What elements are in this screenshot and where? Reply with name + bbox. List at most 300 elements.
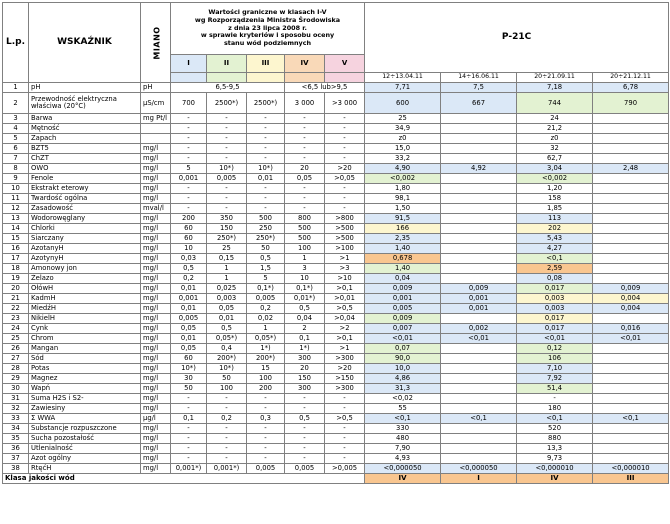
limit-value: - (207, 184, 247, 194)
limit-range-I-III: 6,5-9,5 (171, 83, 285, 93)
result-value (441, 114, 517, 124)
result-value: 90,0 (365, 354, 441, 364)
limit-value: 15 (247, 364, 285, 374)
row-number: 29 (3, 374, 29, 384)
limit-value: 0,025 (207, 284, 247, 294)
limit-value: - (207, 144, 247, 154)
result-value (441, 184, 517, 194)
indicator-name: OWO (29, 164, 141, 174)
result-value: 0,001 (365, 294, 441, 304)
result-value: 480 (365, 434, 441, 444)
limit-value: 250 (247, 224, 285, 234)
title-line-3: z dnia 23 lipca 2008 r. (228, 23, 307, 32)
data-row (3, 354, 669, 364)
indicator-unit: mg/l (141, 424, 171, 434)
indicator-name: Zapach (29, 134, 141, 144)
data-row (3, 254, 669, 264)
row-number: 27 (3, 354, 29, 364)
limit-value: >0,01 (325, 294, 365, 304)
limit-value: 2500*) (207, 93, 247, 114)
indicator-name: Magnez (29, 374, 141, 384)
limit-value: 60 (171, 234, 207, 244)
indicator-unit: mg/l (141, 374, 171, 384)
limit-value: - (285, 154, 325, 164)
row-number: 7 (3, 154, 29, 164)
data-row (3, 224, 669, 234)
limit-value: 0,01 (207, 314, 247, 324)
result-value (593, 174, 669, 184)
data-row (3, 444, 669, 454)
class-I-strip (171, 73, 207, 83)
indicator-unit: mg/l (141, 434, 171, 444)
indicator-name: NikielH (29, 314, 141, 324)
limit-value: 10*) (247, 164, 285, 174)
limit-value: - (285, 444, 325, 454)
limit-value: 0,3 (247, 414, 285, 424)
result-value (593, 444, 669, 454)
result-value (441, 224, 517, 234)
quality-table-sheet (2, 2, 668, 484)
indicator-unit: pH (141, 83, 171, 93)
result-value: <0,002 (365, 174, 441, 184)
indicator-unit: mg/l (141, 464, 171, 474)
data-row (3, 394, 669, 404)
result-value (593, 364, 669, 374)
result-value: <0,000010 (517, 464, 593, 474)
result-value (441, 424, 517, 434)
result-value: 3,04 (517, 164, 593, 174)
limit-value: 0,001 (171, 294, 207, 304)
limit-value: >500 (325, 234, 365, 244)
limit-value: - (247, 404, 285, 414)
limit-value: 10 (171, 244, 207, 254)
limit-value: 0,01*) (285, 294, 325, 304)
data-row (3, 93, 669, 114)
limit-value: - (247, 204, 285, 214)
indicator-name: Suma H2S i S2- (29, 394, 141, 404)
data-row (3, 244, 669, 254)
limit-value: - (325, 404, 365, 414)
limit-value: - (325, 204, 365, 214)
result-value (441, 174, 517, 184)
limit-value: 0,5 (207, 324, 247, 334)
result-value (593, 194, 669, 204)
lp-header: L.p. (3, 3, 29, 83)
result-value (593, 344, 669, 354)
limit-value: 0,02 (247, 314, 285, 324)
quality-class-value: IV (517, 474, 593, 484)
result-value (593, 154, 669, 164)
limit-value: - (247, 444, 285, 454)
data-row (3, 184, 669, 194)
limit-value: >3 000 (325, 93, 365, 114)
limit-value: 100 (247, 374, 285, 384)
limit-value: >800 (325, 214, 365, 224)
limit-value: - (285, 184, 325, 194)
title-line-5: stanu wód podziemnych (223, 39, 312, 48)
result-value: 520 (517, 424, 593, 434)
result-value: 0,004 (593, 294, 669, 304)
result-value (441, 454, 517, 464)
limit-values-title (171, 3, 365, 55)
result-value: 9,73 (517, 454, 593, 464)
result-value (441, 384, 517, 394)
limit-value: 60 (171, 224, 207, 234)
result-value: 744 (517, 93, 593, 114)
result-value: 0,016 (593, 324, 669, 334)
result-value: 4,92 (441, 164, 517, 174)
limit-value: 0,005 (285, 464, 325, 474)
result-value: 113 (517, 214, 593, 224)
limit-value: - (247, 394, 285, 404)
result-value: 330 (365, 424, 441, 434)
row-number: 28 (3, 364, 29, 374)
result-value (593, 144, 669, 154)
limit-value: 0,05*) (207, 334, 247, 344)
data-row (3, 204, 669, 214)
limit-value: 60 (171, 354, 207, 364)
result-value: 166 (365, 224, 441, 234)
limit-value: 0,005 (171, 314, 207, 324)
indicator-unit: mg/l (141, 184, 171, 194)
limit-value: - (285, 434, 325, 444)
unit-header-text: MIANO (152, 25, 162, 60)
result-value: 790 (593, 93, 669, 114)
result-value: 7,71 (365, 83, 441, 93)
row-number: 38 (3, 464, 29, 474)
limit-value: 250*) (247, 234, 285, 244)
result-value: 1,40 (365, 244, 441, 254)
limit-value: - (247, 454, 285, 464)
data-row (3, 334, 669, 344)
limit-value: 0,5 (285, 304, 325, 314)
title-line-1: Wartości graniczne w klasach I-V (208, 8, 327, 17)
indicator-unit: mg/l (141, 264, 171, 274)
limit-value: 3 000 (285, 93, 325, 114)
result-value (441, 274, 517, 284)
unit-header (141, 3, 171, 83)
indicator-name: Zawiesiny (29, 404, 141, 414)
limit-value: - (207, 394, 247, 404)
result-value (441, 374, 517, 384)
result-value: 600 (365, 93, 441, 114)
indicator-name: OłówH (29, 284, 141, 294)
limit-value: - (207, 454, 247, 464)
header-row-1 (3, 3, 669, 55)
limit-value: - (171, 424, 207, 434)
result-value (593, 434, 669, 444)
result-value (441, 254, 517, 264)
result-value: 0,002 (441, 324, 517, 334)
result-value: 0,009 (593, 284, 669, 294)
indicator-unit: mg/l (141, 384, 171, 394)
class-III-strip (247, 73, 285, 83)
indicator-name: Chrom (29, 334, 141, 344)
limit-value: 3 (285, 264, 325, 274)
indicator-name: AzotanyH (29, 244, 141, 254)
limit-value: >1 (325, 344, 365, 354)
limit-value: 500 (285, 234, 325, 244)
limit-value: - (247, 144, 285, 154)
limit-value: - (207, 434, 247, 444)
result-value (441, 214, 517, 224)
indicator-name: ChZT (29, 154, 141, 164)
limit-value: 25 (207, 244, 247, 254)
indicator-unit: mg/l (141, 364, 171, 374)
limit-value: 300 (285, 384, 325, 394)
limit-value: - (247, 114, 285, 124)
indicator-name: AzotynyH (29, 254, 141, 264)
limit-value: - (171, 204, 207, 214)
result-value: <0,1 (365, 414, 441, 424)
result-value: 0,08 (517, 274, 593, 284)
limit-value: - (285, 404, 325, 414)
limit-value: 700 (171, 93, 207, 114)
data-row (3, 274, 669, 284)
result-value: 24 (517, 114, 593, 124)
limit-value: - (325, 124, 365, 134)
data-row (3, 164, 669, 174)
result-value: <0,01 (517, 334, 593, 344)
result-value: 25 (365, 114, 441, 124)
limit-value: - (207, 154, 247, 164)
row-number: 33 (3, 414, 29, 424)
class-IV-header: IV (285, 55, 325, 73)
result-value (593, 244, 669, 254)
limit-value: 100 (207, 384, 247, 394)
result-value: <0,1 (517, 414, 593, 424)
limit-value: 0,4 (207, 344, 247, 354)
limit-value: - (325, 394, 365, 404)
limit-range-IV-V: <6,5 lub>9,5 (285, 83, 365, 93)
result-value (593, 114, 669, 124)
class-II-header: II (207, 55, 247, 73)
indicator-name: Utlenialność (29, 444, 141, 454)
result-value: <0,01 (593, 334, 669, 344)
result-value (593, 404, 669, 414)
row-number: 19 (3, 274, 29, 284)
limit-value: 1*) (247, 344, 285, 354)
data-row (3, 454, 669, 464)
row-number: 18 (3, 264, 29, 274)
limit-value: 0,001*) (207, 464, 247, 474)
limit-value: 0,2 (171, 274, 207, 284)
data-row (3, 294, 669, 304)
limit-value: 0,15 (207, 254, 247, 264)
limit-value: - (285, 194, 325, 204)
limit-value: 20 (285, 364, 325, 374)
result-value: <0,1 (441, 414, 517, 424)
result-value: z0 (365, 134, 441, 144)
result-value: 2,48 (593, 164, 669, 174)
limit-value: 1*) (285, 344, 325, 354)
result-value: <0,000050 (365, 464, 441, 474)
indicator-name: Barwa (29, 114, 141, 124)
result-value: <0,1 (593, 414, 669, 424)
indicator-unit: mg/l (141, 244, 171, 254)
result-value (593, 204, 669, 214)
result-value (593, 274, 669, 284)
result-value: 13,3 (517, 444, 593, 454)
result-value: 2,59 (517, 264, 593, 274)
limit-value: 0,001 (171, 174, 207, 184)
limit-value: - (285, 144, 325, 154)
row-number: 5 (3, 134, 29, 144)
limit-value: 0,01 (171, 304, 207, 314)
result-value (441, 204, 517, 214)
limit-value: - (207, 114, 247, 124)
result-value (593, 424, 669, 434)
limit-value: 0,1 (171, 414, 207, 424)
indicator-unit: mg/l (141, 274, 171, 284)
indicator-name: Przewodność elektryczna właściwa (20°C) (29, 93, 141, 114)
indicator-unit: mg Pt/l (141, 114, 171, 124)
row-number: 11 (3, 194, 29, 204)
quality-class-value: III (593, 474, 669, 484)
limit-value: 200*) (247, 354, 285, 364)
limit-value: 1 (207, 264, 247, 274)
data-row (3, 344, 669, 354)
result-value: 880 (517, 434, 593, 444)
limit-value: 5 (171, 164, 207, 174)
result-value (593, 394, 669, 404)
row-number: 17 (3, 254, 29, 264)
result-value (593, 234, 669, 244)
limit-value: 500 (247, 214, 285, 224)
row-number: 35 (3, 434, 29, 444)
limit-value: - (171, 124, 207, 134)
indicator-unit: mg/l (141, 304, 171, 314)
indicator-unit: mg/l (141, 394, 171, 404)
result-value: 202 (517, 224, 593, 234)
limit-value: >0,5 (325, 304, 365, 314)
row-number: 24 (3, 324, 29, 334)
result-value: 4,93 (365, 454, 441, 464)
indicator-name: Wodorowęglany (29, 214, 141, 224)
limit-value: 0,1*) (285, 284, 325, 294)
row-number: 14 (3, 224, 29, 234)
limit-value: - (207, 194, 247, 204)
result-value (441, 154, 517, 164)
row-number: 16 (3, 244, 29, 254)
limit-value: 350 (207, 214, 247, 224)
date-2: 14÷16.06.11 (441, 73, 517, 83)
data-row (3, 434, 669, 444)
indicator-name: pH (29, 83, 141, 93)
indicator-name: Σ WWA (29, 414, 141, 424)
result-value (441, 364, 517, 374)
indicator-name: Sucha pozostałość (29, 434, 141, 444)
result-value (441, 194, 517, 204)
result-value (441, 244, 517, 254)
result-value: 0,003 (517, 304, 593, 314)
indicator-unit: mg/l (141, 224, 171, 234)
date-4: 20÷21.12.11 (593, 73, 669, 83)
limit-value: 0,003 (207, 294, 247, 304)
result-value: 0,017 (517, 314, 593, 324)
row-number: 1 (3, 83, 29, 93)
indicator-unit: µg/l (141, 414, 171, 424)
quality-class-value: IV (365, 474, 441, 484)
limit-value: >1 (325, 254, 365, 264)
limit-value: 0,5 (285, 414, 325, 424)
result-value: 0,001 (441, 294, 517, 304)
limit-value: 0,05 (171, 344, 207, 354)
result-value: 4,27 (517, 244, 593, 254)
row-number: 34 (3, 424, 29, 434)
quality-class-label: Klasa jakości wód (3, 474, 365, 484)
result-value: 15,0 (365, 144, 441, 154)
data-row (3, 324, 669, 334)
limit-value: 0,03 (171, 254, 207, 264)
limit-value: 50 (247, 244, 285, 254)
limit-value: >0,05 (325, 174, 365, 184)
limit-value: - (207, 424, 247, 434)
result-value: 7,18 (517, 83, 593, 93)
result-value: 0,001 (441, 304, 517, 314)
data-row (3, 384, 669, 394)
indicator-unit: mg/l (141, 454, 171, 464)
result-value (441, 234, 517, 244)
limit-value: 0,2 (247, 304, 285, 314)
limit-value: - (285, 134, 325, 144)
indicator-unit: mg/l (141, 444, 171, 454)
limit-value: >150 (325, 374, 365, 384)
indicator-name: Zasadowość (29, 204, 141, 214)
limit-value: 0,5 (247, 254, 285, 264)
result-value: 0,678 (365, 254, 441, 264)
water-quality-table (2, 2, 669, 484)
result-value (441, 404, 517, 414)
row-number: 36 (3, 444, 29, 454)
result-value: 2,35 (365, 234, 441, 244)
result-value: <0,01 (441, 334, 517, 344)
result-value (441, 434, 517, 444)
limit-value: - (247, 124, 285, 134)
indicator-unit: mval/l (141, 204, 171, 214)
limit-value: >0,005 (325, 464, 365, 474)
row-number: 12 (3, 204, 29, 214)
limit-value: 0,005 (247, 464, 285, 474)
data-row (3, 364, 669, 374)
row-number: 4 (3, 124, 29, 134)
result-value (593, 124, 669, 134)
row-number: 13 (3, 214, 29, 224)
limit-value: >0,1 (325, 284, 365, 294)
result-value: 0,12 (517, 344, 593, 354)
result-value (441, 134, 517, 144)
indicator-unit: µS/cm (141, 93, 171, 114)
limit-value: 0,001*) (171, 464, 207, 474)
result-value (441, 264, 517, 274)
indicator-unit: mg/l (141, 284, 171, 294)
result-value (593, 264, 669, 274)
result-value: 5,43 (517, 234, 593, 244)
limit-value: 0,05*) (247, 334, 285, 344)
result-value (593, 214, 669, 224)
limit-value: 0,005 (247, 294, 285, 304)
date-3: 20÷21.09.11 (517, 73, 593, 83)
result-value: 31,3 (365, 384, 441, 394)
limit-value: 0,2 (207, 414, 247, 424)
class-III-header: III (247, 55, 285, 73)
limit-value: - (285, 394, 325, 404)
limit-value: - (171, 144, 207, 154)
result-value: 1,50 (365, 204, 441, 214)
limit-value: - (247, 194, 285, 204)
result-value: 34,9 (365, 124, 441, 134)
limit-value: >0,5 (325, 414, 365, 424)
